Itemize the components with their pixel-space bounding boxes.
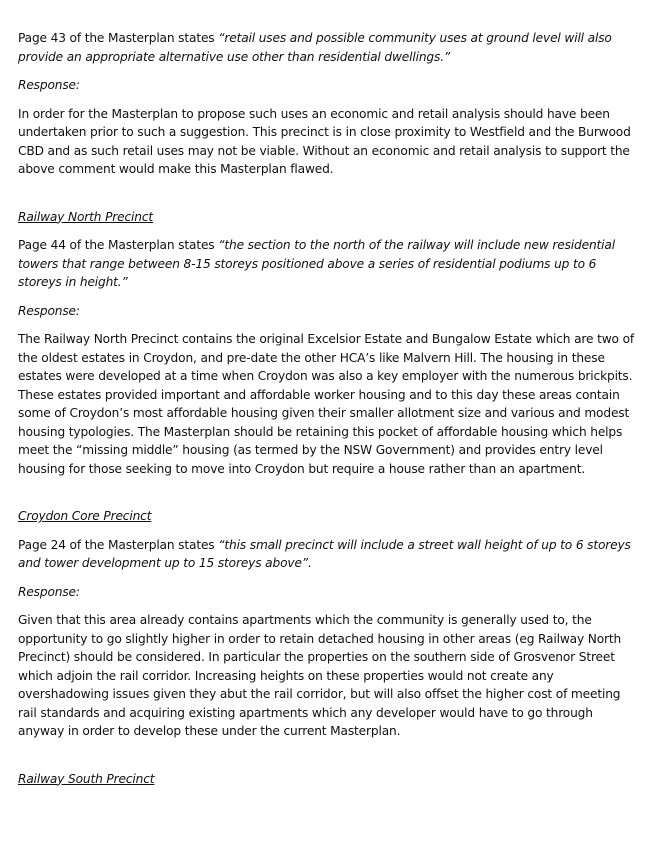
quote-paragraph: [18, 236, 642, 292]
quote-text: “the section to the north of the railway will include new residential towers that range between 8-15 storeys positioned above a series of residential podiums up to 6 storeys in height.”: [18, 238, 615, 289]
quote-paragraph: [18, 29, 642, 66]
quote-lead: Page 43 of the Masterplan states: [18, 31, 219, 45]
section-heading-railway-south: Railway South Precinct: [18, 771, 155, 786]
quote-paragraph: [18, 536, 642, 573]
response-text: Given that this area already contains apartments which the community is generally used to, the opportunity to go slightly higher in order to retain detached housing in other areas (eg Railway North Precinct) should be considered. In particular the properties on the southern side of Grosvenor Street which adjoin the rail corridor. Increasing heights on these properties would not create any overshadowing issues given they abut the rail corridor, but will also offset the higher cost of meeting rail standards and acquiring existing apartments which any developer would have to go through anyway in order to develop these under the current Masterplan.: [18, 613, 622, 738]
quote-lead: Page 24 of the Masterplan states: [18, 537, 219, 552]
section-heading-croydon-core: Croydon Core Precinct: [18, 509, 152, 523]
document-page: [18, 29, 642, 788]
quote-text: “retail uses and possible community uses at ground level will also provide an appropriate alternative use other than residential dwellings.”: [18, 31, 612, 64]
response-label: Response:: [18, 303, 80, 318]
response-label: Response:: [18, 78, 80, 92]
quote-lead: Page 44 of the Masterplan states: [18, 238, 219, 252]
section-heading-railway-north: Railway North Precinct: [18, 209, 154, 224]
quote-text: “this small precinct will include a street wall height of up to 6 storeys and tower development up to 15 storeys above”.: [18, 537, 631, 570]
response-text: The Railway North Precinct contains the original Excelsior Estate and Bungalow Estate which are two of the oldest estates in Croydon, and pre-date the other HCA’s like Malvern Hill. The housing in these estates were developed at a time when Croydon was also a key employer with the numerous brickpits. These estates provided important and affordable worker housing and to this day these areas contain some of Croydon’s most affordable housing given their smaller allotment size and various and modest housing typologies. The Masterplan should be retaining this pocket of affordable housing which helps meet the “missing middle” housing (as termed by the NSW Government) and provides entry level housing for those seeking to move into Croydon but require a house rather than an apartment.: [18, 332, 635, 476]
response-text: In order for the Masterplan to propose such uses an economic and retail analysis should have been undertaken prior to such a suggestion. This precinct is in close proximity to Westfield and the Burwood CBD and as such retail uses may not be viable. Without an economic and retail analysis to support the above comment would make this Masterplan flawed.: [18, 106, 631, 176]
response-label: Response:: [18, 584, 80, 599]
